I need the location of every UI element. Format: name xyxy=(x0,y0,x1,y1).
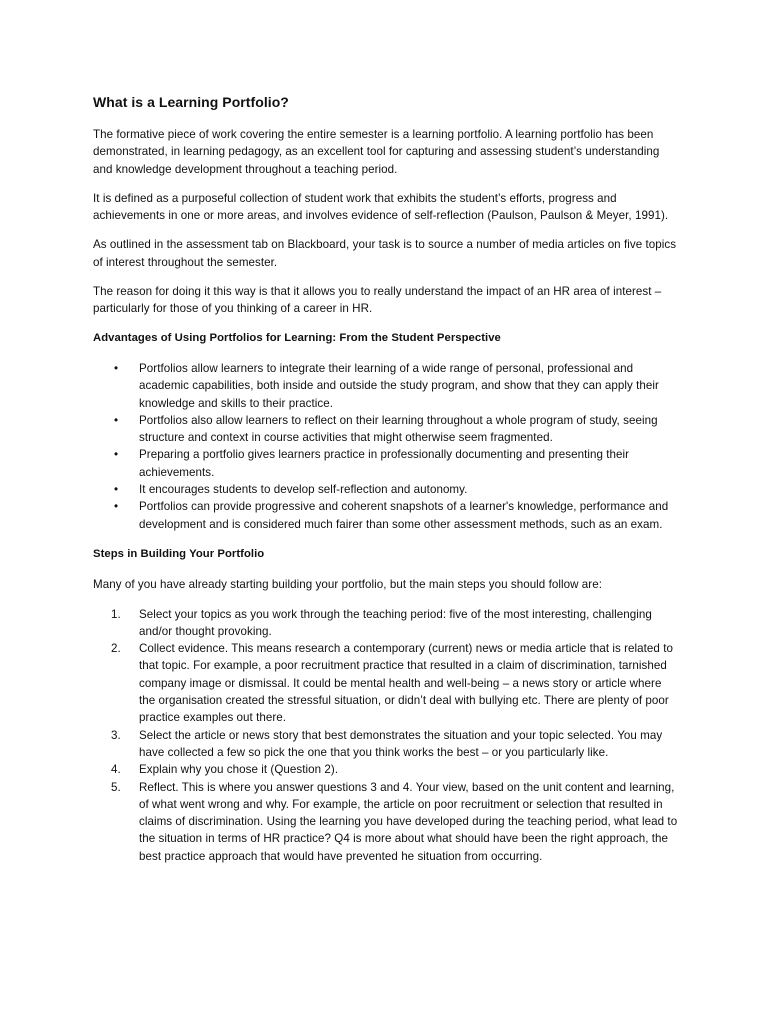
list-item-text: Select your topics as you work through the teaching period: five of the most interesting, challenging and/or thought provoking. xyxy=(139,607,652,638)
list-item-text: Preparing a portfolio gives learners practice in professionally documenting and presenting their achievements. xyxy=(139,448,630,479)
list-item xyxy=(93,446,678,481)
list-item-text: Portfolios also allow learners to reflect on their learning throughout a whole program of study, seeing structure and context in course activities that might otherwise seem fragmented. xyxy=(139,413,658,445)
list-item-text: It encourages students to develop self-reflection and autonomy. xyxy=(139,483,468,497)
intro-paragraph-1: The formative piece of work covering the entire semester is a learning portfolio. A learning portfolio has been demonstrated, in learning pedagogy, as an excellent tool for capturing and assessing student’s understanding and knowledge development throughout a teaching period. xyxy=(93,128,660,176)
list-item xyxy=(93,727,678,762)
list-item-text: Select the article or news story that best demonstrates the situation and your topic selected. You may have collected a few so pick the one that you think works the best – or you particularly like. xyxy=(139,728,663,759)
list-item xyxy=(93,412,678,447)
intro-paragraph-3: As outlined in the assessment tab on Blackboard, your task is to source a number of media articles on five topics of interest throughout the semester. xyxy=(93,238,677,269)
step-number: 4. xyxy=(111,763,121,777)
step-number: 2. xyxy=(111,642,121,656)
list-item-text: Collect evidence. This means research a contemporary (current) news or media article that is related to that topic. For example, a poor recruitment practice that resulted in a claim of discrimination, tarnished company image or dismissal. It could be mental health and well-being – a news story or article where the organisation created the stressful situation, or didn’t deal with bullying etc. There are plenty of poor practice examples out there. xyxy=(139,642,673,725)
page-title: What is a Learning Portfolio? xyxy=(93,94,289,110)
bullet-marker: • xyxy=(114,448,119,462)
bullet-marker: • xyxy=(114,361,119,375)
list-item xyxy=(93,360,678,412)
intro-paragraph-2: It is defined as a purposeful collection of student work that exhibits the student’s efforts, progress and achievements in one or more areas, and involves evidence of self-reflection (Paulson, Paulson & Meyer, 1991). xyxy=(93,191,669,223)
list-item xyxy=(93,640,678,726)
document-page xyxy=(93,92,678,865)
step-number: 5. xyxy=(111,780,121,794)
advantages-heading: Advantages of Using Portfolios for Learning: From the Student Perspective xyxy=(93,331,501,344)
list-item-text: Portfolios allow learners to integrate their learning of a wide range of personal, professional and academic capabilities, both inside and outside the study program, and show that they can apply their knowledge and skills to their practice. xyxy=(139,361,659,410)
step-number: 3. xyxy=(111,728,121,742)
intro-paragraph-4: The reason for doing it this way is that it allows you to really understand the impact of an HR area of interest – particularly for those of you thinking of a career in HR. xyxy=(93,285,662,316)
list-item-text: Explain why you chose it (Question 2). xyxy=(139,763,339,777)
advantages-list xyxy=(93,360,678,533)
list-item xyxy=(93,761,678,778)
list-item xyxy=(93,481,678,498)
list-item-text: Reflect. This is where you answer questions 3 and 4. Your view, based on the unit content and learning, of what went wrong and why. For example, the article on poor recruitment or selection that resulted in claims of discrimination. Using the learning you have developed during the teaching period, what lead to the situation in terms of HR practice? Q4 is more about what should have been the right approach, the best practice approach that would have prevented he situation from occurring. xyxy=(139,780,678,863)
list-item-text: Portfolios can provide progressive and coherent snapshots of a learner's knowledge, performance and development and is considered much fairer than some other assessment methods, such as an exam. xyxy=(139,500,669,531)
list-item xyxy=(93,498,678,533)
bullet-marker: • xyxy=(114,413,119,427)
steps-list xyxy=(93,606,678,865)
list-item xyxy=(93,779,678,865)
step-number: 1. xyxy=(111,607,121,621)
steps-intro: Many of you have already starting building your portfolio, but the main steps you should follow are: xyxy=(93,578,602,592)
bullet-marker: • xyxy=(114,500,119,514)
steps-heading: Steps in Building Your Portfolio xyxy=(93,547,265,560)
list-item xyxy=(93,606,678,641)
bullet-marker: • xyxy=(114,483,119,497)
